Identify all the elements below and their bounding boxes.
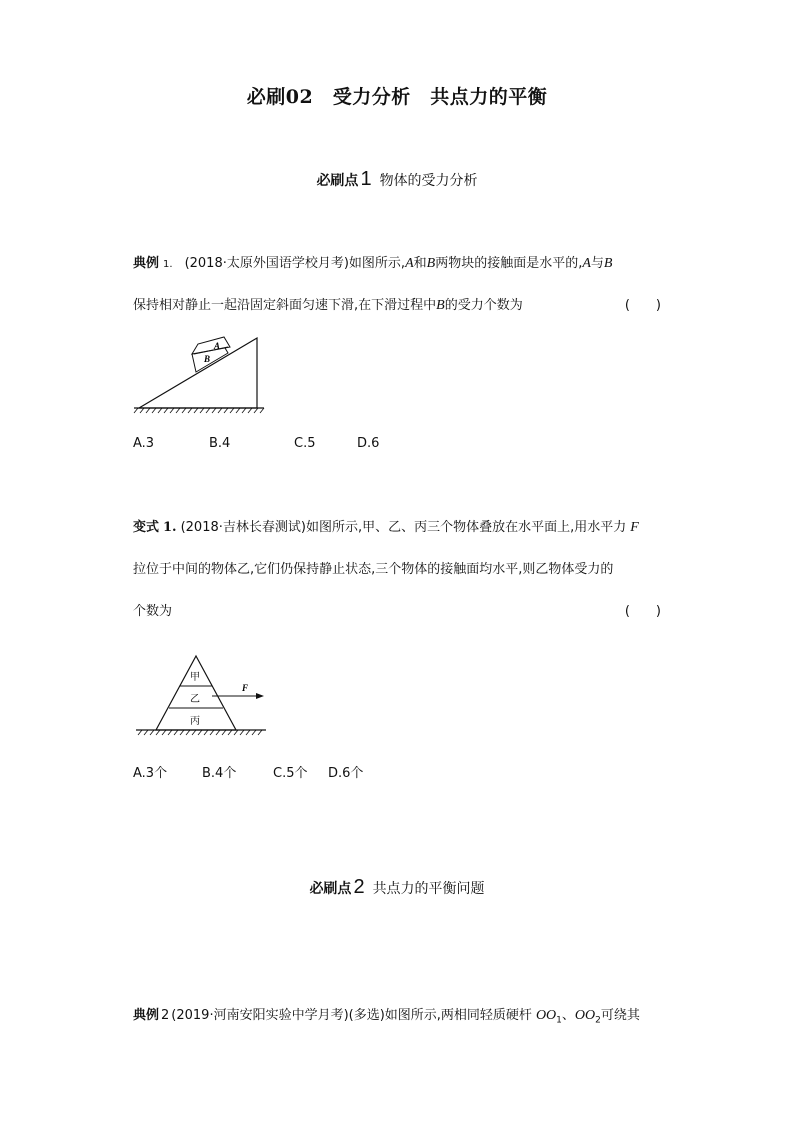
- example-number: 1.: [163, 259, 173, 270]
- label-b: B: [204, 354, 211, 364]
- example1-line2: [133, 294, 663, 314]
- label-yi: 乙: [190, 694, 200, 705]
- example-label: 典例: [133, 256, 160, 271]
- ground-hatch: [134, 408, 264, 413]
- variant1-line3: 个数为: [133, 604, 173, 619]
- option-d: D.6: [357, 436, 380, 451]
- question-text: (2018·太原外国语学校月考)如图所示,: [184, 256, 406, 271]
- question-text: (2019·河南安阳实验中学月考)(多选)如图所示,两相同轻质硬杆: [171, 1008, 532, 1023]
- question-text: 与: [590, 256, 604, 271]
- rod-2: OO: [574, 1008, 596, 1023]
- option-b: B.4: [209, 436, 231, 451]
- question-text: 两物块的接触面是水平的,: [435, 256, 583, 271]
- label-a: A: [214, 341, 221, 351]
- rod-2-subscript: 2: [595, 1015, 601, 1026]
- var-b: B: [436, 298, 445, 313]
- var-a: A: [582, 256, 591, 271]
- label-force: F: [242, 683, 249, 693]
- section-heading-1: [0, 168, 794, 191]
- example1-line1: [133, 252, 663, 272]
- section-number: 1: [360, 168, 372, 190]
- section-label: 必刷点: [316, 173, 359, 189]
- stacked-blocks-figure: [136, 650, 272, 740]
- section-number: 2: [353, 876, 365, 898]
- variant1-line2: 拉位于中间的物体乙,它们仍保持静止状态,三个物体的接触面均水平,则乙物体受力的: [133, 562, 614, 577]
- rod-1-subscript: 1: [556, 1015, 562, 1026]
- section-heading-2: [0, 876, 794, 899]
- example-number: 2: [161, 1008, 170, 1023]
- option-a: A.3: [133, 436, 155, 451]
- var-f: F: [630, 520, 639, 535]
- label-bing: 丙: [190, 716, 200, 727]
- force-arrowhead: [256, 693, 264, 699]
- section-label: 必刷点: [309, 881, 352, 897]
- question-text: 和: [413, 256, 427, 271]
- rod-1: OO: [535, 1008, 557, 1023]
- answer-bracket: ( ): [624, 298, 661, 313]
- incline-figure: [132, 330, 267, 415]
- example-label: 典例: [133, 1008, 160, 1023]
- option-a: A.3个: [133, 766, 168, 781]
- question-text: 保持相对静止一起沿固定斜面匀速下滑,在下滑过程中: [133, 298, 437, 313]
- section-title: 物体的受力分析: [379, 173, 478, 189]
- example2-line1: [133, 1004, 663, 1026]
- variant-label: 变式: [133, 520, 160, 535]
- option-c: C.5: [294, 436, 316, 451]
- question-text: (2018·吉林长春测试)如图所示,甲、乙、丙三个物体叠放在水平面上,用水平力: [180, 520, 627, 535]
- var-b: B: [426, 256, 436, 271]
- var-b: B: [603, 256, 613, 271]
- option-d: D.6个: [328, 766, 364, 781]
- section-title: 共点力的平衡问题: [372, 881, 485, 897]
- variant1-line1: [133, 516, 663, 536]
- question-text: 可绕其: [600, 1008, 640, 1023]
- var-a: A: [405, 256, 414, 271]
- label-jia: 甲: [190, 672, 200, 683]
- answer-bracket: ( ): [624, 604, 661, 619]
- option-c: C.5个: [273, 766, 308, 781]
- separator: 、: [561, 1008, 575, 1023]
- page-title: 必刷02 受力分析 共点力的平衡: [246, 86, 548, 108]
- variant-number: 1.: [163, 520, 177, 535]
- ground-hatch: [138, 730, 262, 735]
- question-text: 的受力个数为: [444, 298, 523, 313]
- option-b: B.4个: [202, 766, 237, 781]
